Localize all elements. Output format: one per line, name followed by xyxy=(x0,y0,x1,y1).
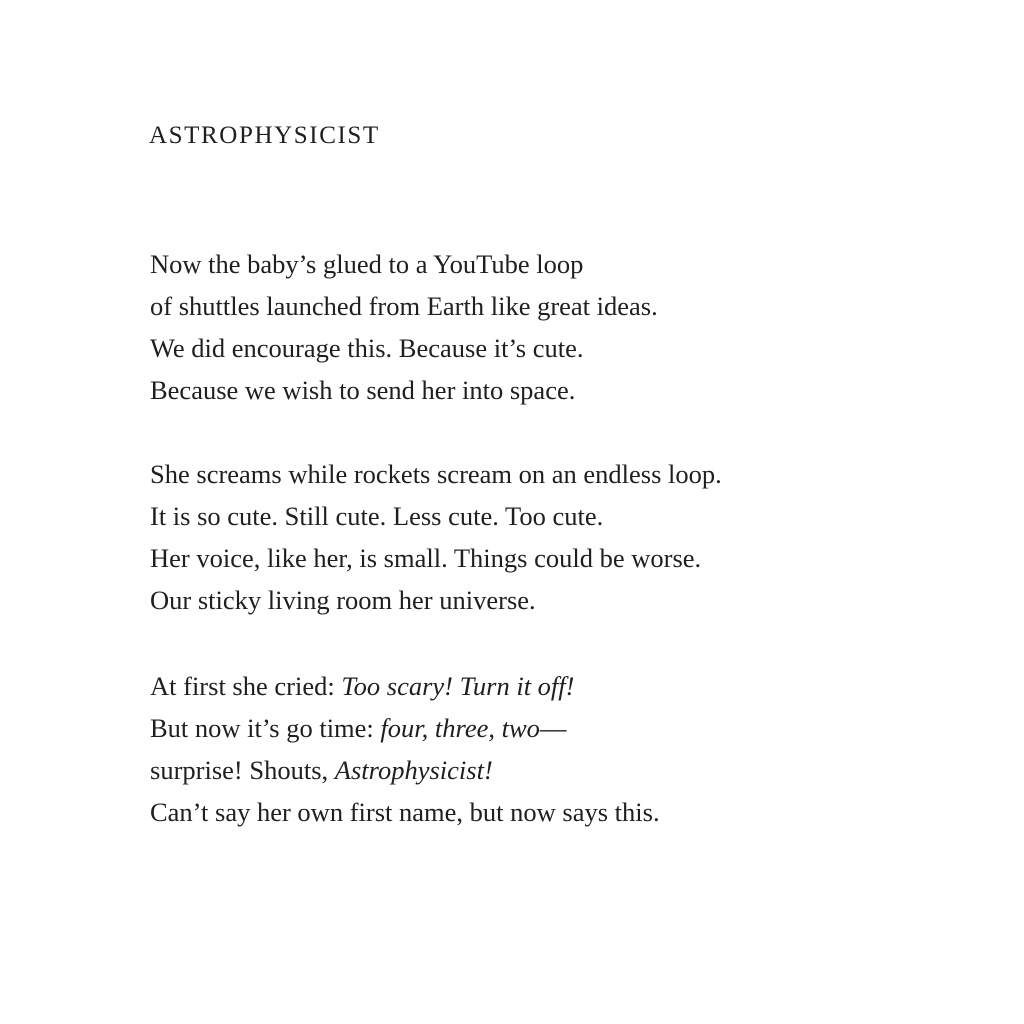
poem-line: surprise! Shouts, Astrophysicist! xyxy=(150,755,493,785)
stanza-2 xyxy=(150,453,722,621)
stanza-3 xyxy=(150,665,660,833)
stanza-1 xyxy=(150,243,658,411)
italic-countdown: four, three, two xyxy=(380,713,540,743)
poem-line: But now it’s go time: four, three, two— xyxy=(150,713,567,743)
poem-line: Her voice, like her, is small. Things could be worse. xyxy=(150,543,702,573)
italic-quote: Too scary! Turn it off! xyxy=(341,671,575,701)
poem-line: Can’t say her own first name, but now says this. xyxy=(150,797,660,827)
poem-title: ASTROPHYSICIST xyxy=(149,122,380,149)
poem-line: She screams while rockets scream on an endless loop. xyxy=(150,459,722,489)
poem-line: Because we wish to send her into space. xyxy=(150,375,576,405)
poem-line: At first she cried: Too scary! Turn it off! xyxy=(150,671,575,701)
poem-line: Our sticky living room her universe. xyxy=(150,585,536,615)
poem-line: of shuttles launched from Earth like great ideas. xyxy=(150,291,658,321)
italic-shout: Astrophysicist! xyxy=(334,755,493,785)
poem-line: We did encourage this. Because it’s cute. xyxy=(150,333,584,363)
poem-line: It is so cute. Still cute. Less cute. Too cute. xyxy=(150,501,604,531)
poem-line: Now the baby’s glued to a YouTube loop xyxy=(150,249,584,279)
